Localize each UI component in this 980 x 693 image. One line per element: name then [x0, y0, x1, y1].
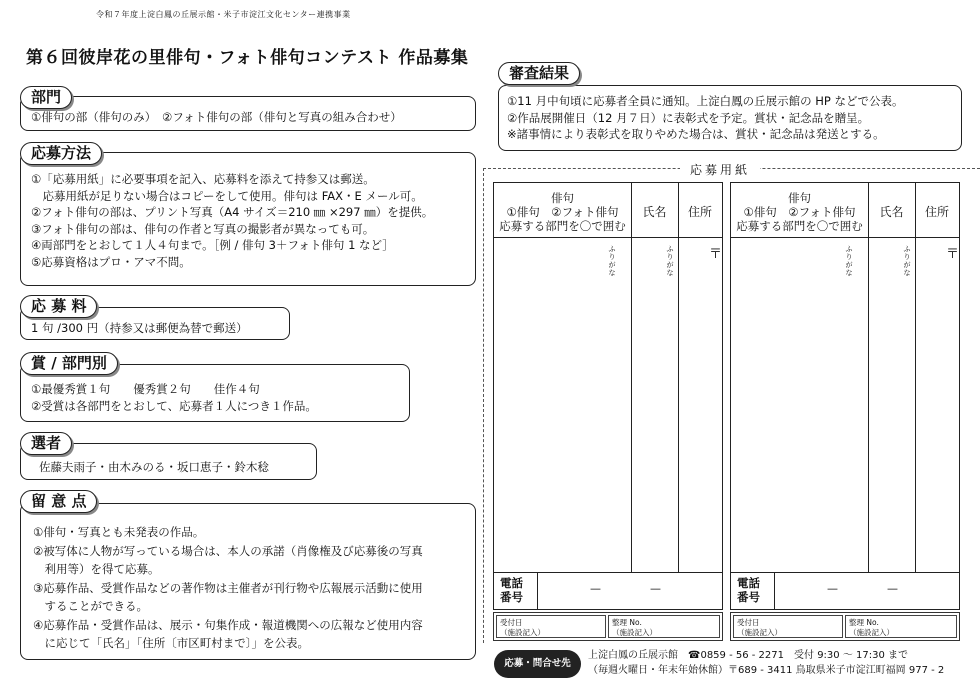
results-line: ※諸事情により表彰式を取りやめた場合は、賞状・記念品は発送とする。	[507, 127, 885, 141]
results-lines	[507, 93, 904, 143]
form-divider	[868, 183, 869, 573]
contact-line-1: 上淀白鳳の丘展示館 ☎0859 - 56 - 2271 受付 9:30 ～ 17:30 まで	[588, 650, 908, 661]
fee-line: 1 句 /300 円（持参又は郵便為替で郵送）	[31, 321, 248, 335]
method-box	[20, 152, 476, 286]
serial-number-cell[interactable]	[608, 615, 720, 638]
furigana-haiku: ふりがな	[608, 245, 616, 277]
contact-line-2: （毎週火曜日・年末年始休館）〒689 - 3411 鳥取県米子市淀江町福岡 977 - 2	[588, 665, 945, 676]
haiku-header-line3: 応募する部門を〇で囲む	[736, 219, 863, 233]
tel-dash: —	[887, 582, 898, 595]
serial-label: 整理 No.	[612, 618, 642, 627]
tel-dash: —	[827, 582, 838, 595]
method-line: 応募用紙が足りない場合はコピーをして使用。俳句は FAX・E メール可。	[31, 188, 423, 203]
received-date-cell[interactable]	[496, 615, 606, 638]
results-box	[498, 85, 962, 151]
prizes-line: ②受賞は各部門をとおして、応募者１人につき１作品。	[31, 398, 317, 413]
name-header: 氏名	[631, 183, 678, 238]
method-line: ②フォト俳句の部は、プリント写真（A4 サイズ＝210 ㎜ ×297 ㎜）を提供。	[31, 205, 434, 219]
notes-heading: 留 意 点	[20, 490, 97, 513]
haiku-header-line3: 応募する部門を〇で囲む	[499, 219, 626, 233]
prizes-lines	[31, 381, 317, 414]
page-title: 第６回彼岸花の里俳句・フォト俳句コンテスト 作品募集	[26, 48, 469, 68]
received-note: （施設記入）	[500, 628, 545, 637]
postal-mark: 〒	[946, 247, 960, 262]
form-divider	[915, 183, 916, 573]
haiku-header-line2: ①俳句 ②フォト俳句	[743, 205, 856, 219]
name-header: 氏名	[868, 183, 915, 238]
cut-line-left	[483, 168, 484, 643]
tel-row	[731, 572, 959, 609]
notes-line: することができる。	[33, 599, 148, 613]
received-date-cell[interactable]	[733, 615, 843, 638]
tel-row	[494, 572, 722, 609]
method-lines	[31, 171, 433, 270]
haiku-header-line1: 俳句	[788, 191, 811, 205]
prizes-line: ①最優秀賞１句 優秀賞２句 佳作４句	[31, 382, 260, 396]
prizes-heading: 賞 / 部門別	[20, 352, 118, 375]
notes-line: ④応募作品・受賞作品は、展示・句集作成・報道機関への広報など使用内容	[33, 617, 423, 632]
serial-number-cell[interactable]	[845, 615, 957, 638]
fee-lines	[31, 320, 248, 337]
notes-line: ③応募作品、受賞作品などの著作物は主催者が刊行物や広報展示活動に使用	[33, 580, 423, 595]
method-heading: 応募方法	[20, 142, 102, 165]
form-divider	[678, 183, 679, 573]
contact-bar	[494, 648, 966, 681]
judges-heading: 選者	[20, 432, 72, 455]
division-heading: 部門	[20, 86, 72, 109]
division-box	[20, 96, 476, 131]
notes-line: に応じて「氏名」「住所〔市区町村まで〕」を公表。	[33, 636, 309, 650]
method-line: ③フォト俳句の部は、俳句の作者と写真の撮影者が異なっても可。	[31, 221, 375, 236]
notes-line: 利用等）を得て応募。	[33, 562, 160, 576]
postal-mark: 〒	[709, 247, 723, 262]
haiku-header	[494, 183, 631, 238]
division-lines	[31, 109, 402, 126]
serial-note: （施設記入）	[612, 628, 657, 637]
serial-label: 整理 No.	[849, 618, 879, 627]
received-label: 受付日	[737, 618, 760, 627]
address-header: 住所	[915, 183, 959, 238]
notes-box	[20, 503, 476, 660]
contact-info	[588, 648, 944, 678]
received-note: （施設記入）	[737, 628, 782, 637]
notes-line: ①俳句・写真とも未発表の作品。	[33, 525, 205, 539]
notes-lines	[33, 523, 423, 653]
form-divider	[631, 183, 632, 573]
notes-line: ②被写体に人物が写っている場合は、本人の承諾（肖像権及び応募後の写真	[33, 543, 423, 558]
stamp-row-1	[493, 612, 723, 641]
contact-label: 応募・問合せ先	[494, 650, 581, 678]
method-line: ①「応募用紙」に必要事項を記入、応募料を添えて持参又は郵送。	[31, 172, 375, 186]
serial-note: （施設記入）	[849, 628, 894, 637]
division-line: ①俳句の部（俳句のみ） ②フォト俳句の部（俳句と写真の組み合わせ）	[31, 110, 402, 124]
fee-heading: 応 募 料	[20, 295, 97, 318]
furigana-haiku: ふりがな	[845, 245, 853, 277]
results-line: ①11 月中旬頃に応募者全員に通知。上淀白鳳の丘展示館の HP などで公表。	[507, 94, 904, 108]
entry-form-1	[493, 182, 723, 610]
entry-form-2	[730, 182, 960, 610]
tel-dash: —	[590, 582, 601, 595]
tel-label-line2: 番号	[500, 590, 523, 604]
header-subtitle: 令和７年度上淀白鳳の丘展示館・米子市淀江文化センター連携事業	[96, 10, 351, 19]
tel-label-line1: 電話	[737, 576, 760, 590]
tel-label	[731, 573, 775, 609]
judges-lines	[39, 459, 269, 476]
received-label: 受付日	[500, 618, 523, 627]
tel-label-line2: 番号	[737, 590, 760, 604]
results-heading: 審査結果	[498, 62, 580, 85]
haiku-header-line2: ①俳句 ②フォト俳句	[506, 205, 619, 219]
method-line: ④両部門をとおして１人４句まで。［例 / 俳句 3＋フォト俳句 1 など］	[31, 238, 394, 252]
furigana-name: ふりがな	[903, 245, 911, 277]
method-line: ⑤応募資格はプロ・アマ不問。	[31, 254, 191, 269]
furigana-name: ふりがな	[666, 245, 674, 277]
tel-label	[494, 573, 538, 609]
results-line: ②作品展開催日（12 月７日）に表彰式を予定。賞状・記念品を贈呈。	[507, 110, 870, 125]
tel-label-line1: 電話	[500, 576, 523, 590]
address-header: 住所	[678, 183, 722, 238]
judges-line: 佐藤夫雨子・由木みのる・坂口恵子・鈴木稔	[39, 460, 269, 474]
haiku-header	[731, 183, 868, 238]
tel-dash: —	[650, 582, 661, 595]
stamp-row-2	[730, 612, 960, 641]
haiku-header-line1: 俳句	[551, 191, 574, 205]
form-label: 応募用紙	[680, 161, 760, 178]
